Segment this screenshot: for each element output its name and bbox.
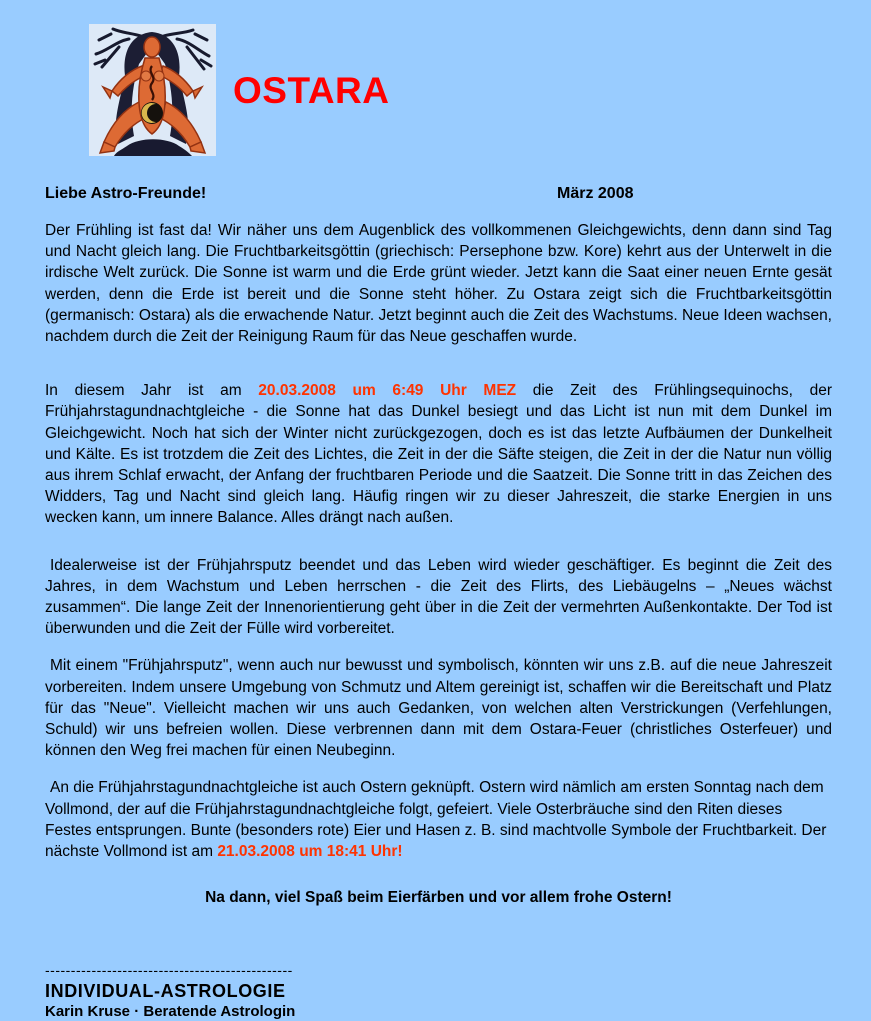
ostara-goddess-image [89,24,216,156]
dashed-divider: ------------------------------------------------ [45,962,293,979]
paragraph-spring-cleaning-symbolic: Mit einem "Frühjahrsputz", wenn auch nur bewusst und symbolisch, könnten wir uns z.B. auf die neue Jahreszeit vorbereiten. Indem unsere Umgebung von Schmutz und Altem gereinigt ist, schaffen wir die Bereitschaft und Platz für das "Neue". Vielleicht machen wir uns auch Gedanken, von welchen alten Verstrickungen (Verfehlungen, Schuld) wir uns befreien wollen. Diese verbrennen dann mit dem Ostara-Feuer (christliches Osterfeuer) und können den Weg frei machen für einen Neubeginn. [45,657,832,760]
issue-date: März 2008 [557,185,634,202]
company-name: INDIVIDUAL-ASTROLOGIE [45,981,286,1002]
closing-line: Na dann, viel Spaß beim Eierfärben und vor allem frohe Ostern! [205,889,672,907]
paragraph-equinox [45,380,832,528]
paragraph-equinox-after: die Zeit des Frühlingsequinochs, der Frühjahrstagundnachtgleiche - die Sonne hat das Dunkel besiegt und das Licht ist nun mit dem Dunkel im Gleichgewicht. Noch hat sich der Winter nicht zurückgezogen, doch es ist das letzte Aufbäumen der Dunkelheit und Kälte. Es ist trotzdem die Zeit des Lichtes, die Zeit in der die Säfte steigen, die Zeit in der die Natur nun völlig aus ihrem Schlaf erwacht, der Anfang der fruchtbaren Periode und die Saatzeit. Die Sonne tritt in das Zeichen des Widders, Tag und Nacht sind gleich lang. Häufig ringen wir zu dieser Jahreszeit, die starke Energien in uns wecken kann, um innere Balance. Alles drängt nach außen. [45,382,832,527]
paragraph-equinox-before: In diesem Jahr ist am [45,382,259,400]
equinox-datetime: 20.03.2008 um 6:49 Uhr MEZ [258,382,517,400]
paragraph-easter-before: An die Frühjahrstagundnachtgleiche ist auch Ostern geknüpft. Ostern wird nämlich am ersten Sonntag nach dem Vollmond, der auf die Frühjahrstagundnachtgleiche folgt, gefeiert. Viele Osterbräuche sind den Riten dieses Festes entsprungen. Bunte (besonders rote) Eier und Hasen z. B. sind machtvolle Symbole der Fruchtbarkeit. Der nächste Vollmond ist am [45,779,827,861]
salutation-row [45,185,832,204]
author-signature: Karin Kruse · Beratende Astrologin [45,1003,296,1021]
fullmoon-datetime: 21.03.2008 um 18:41 Uhr! [217,843,403,861]
newsletter-body [45,185,832,1021]
paragraph-spring-cleaning-intro: Idealerweise ist der Frühjahrsputz beendet und das Leben wird wieder geschäftiger. Es beginnt die Zeit des Jahres, in dem Wachstum und Leben herrschen - die Zeit des Flirts, des Liebäugelns – „Neues wächst zusammen“. Die lange Zeit der Innenorientierung geht über in die Zeit der vermehrten Außenkontakte. Der Tod ist überwunden und die Zeit der Fülle wird vorbereitet. [45,556,832,638]
paragraph-spring-intro: Der Frühling ist fast da! Wir näher uns dem Augenblick des vollkommenen Gleichgewichts, denn dann sind Tag und Nacht gleich lang. Die Fruchtbarkeitsgöttin (griechisch: Persephone bzw. Kore) kehrt aus der Unterwelt in die irdische Welt zurück. Die Sonne ist warm und die Erde grünt wieder. Jetzt kann die Saat einer neuen Ernte gesät werden, denn die Erde ist bereit und die Sonne steht höher. Zu Ostara zeigt sich die Fruchtbarkeitsgöttin (germanisch: Ostara) als die erwachende Natur. Jetzt beginnt auch die Zeit des Wachstums. Neue Ideen wachsen, nachdem durch die Zeit der Reinigung Raum für das Neue geschaffen wurde. [45,222,832,346]
paragraph-easter [45,777,832,862]
salutation: Liebe Astro-Freunde! [45,185,207,202]
signature-block [45,963,832,1021]
page-title: OSTARA [233,70,390,111]
